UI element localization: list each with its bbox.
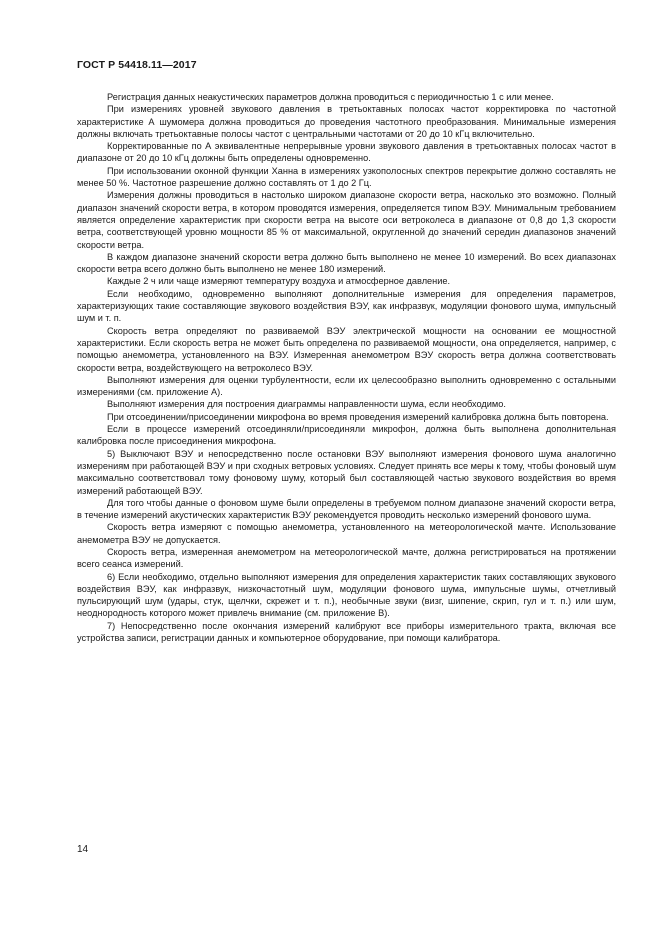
- paragraph: Скорость ветра определяют по развиваемой ВЭУ электрической мощности на основании ее мощностной характеристики. Если скорость ветра не может быть определена по развиваемой мощности, она определяется, например, с помощью анемометра, установленного на ВЭУ. Измеренная анемометром ВЭУ скорость ветра должна соответствовать скорости ветра, воздействующего на ветроколесо ВЭУ.: [77, 325, 616, 373]
- paragraph: В каждом диапазоне значений скорости ветра должно быть выполнено не менее 10 измерений. Во всех диапазонах скорости ветра всего должно быть выполнено не менее 180 измерений.: [77, 251, 616, 275]
- paragraph: При отсоединении/присоединении микрофона во время проведения измерений калибровка должна быть повторена.: [107, 411, 609, 422]
- paragraph: Регистрация данных неакустических параметров должна проводиться с периодичностью 1 с или менее.: [107, 92, 554, 102]
- page-number: 14: [77, 844, 89, 855]
- paragraph: Скорость ветра измеряют с помощью анемометра, установленного на метеорологической мачте. Использование анемометра ВЭУ не допускается.: [77, 522, 616, 545]
- paragraph: Для того чтобы данные о фоновом шуме были определены в требуемом полном диапазоне значений скорости ветра, в течение измерений акустических характеристик ВЭУ рекомендуется проводить несколько измерений фонового шума.: [77, 497, 616, 521]
- document-body: [77, 91, 616, 644]
- paragraph: Скорость ветра, измеренная анемометром на метеорологической мачте, должна регистрироваться на протяжении всего сеанса измерений.: [77, 546, 616, 570]
- paragraph: Если в процессе измерений отсоединяли/присоединяли микрофон, должна быть выполнена дополнительная калибровка после присоединения микрофона.: [77, 424, 616, 447]
- paragraph: Корректированные по А эквивалентные непрерывные уровни звукового давления в третьоктавных полосах частот в диапазоне от 20 до 10 кГц должны быть определены одновременно.: [77, 141, 616, 164]
- paragraph: Если необходимо, одновременно выполняют дополнительные измерения для определения параметров, характеризующих такие составляющие звукового воздействия ВЭУ, как инфразвук, модуляции фонового шума, импульсный шум и т. п.: [77, 288, 616, 324]
- paragraph: При использовании оконной функции Ханна в измерениях узкополосных спектров перекрытие должно составлять не менее 50 %. Частотное разрешение должно составлять от 1 до 2 Гц.: [77, 165, 616, 189]
- document-header: ГОСТ Р 54418.11—2017: [77, 59, 197, 71]
- paragraph: 7) Непосредственно после окончания измерений калибруют все приборы измерительного тракта, включая все устройства записи, регистрации данных и компьютерное оборудование, при помощи калибратора.: [77, 620, 616, 644]
- paragraph: Выполняют измерения для оценки турбулентности, если их целесообразно выполнить одновременно с остальными измерениями (см. приложение А).: [77, 374, 616, 398]
- paragraph: Выполняют измерения для построения диаграммы направленности шума, если необходимо.: [107, 399, 506, 410]
- paragraph: Каждые 2 ч или чаще измеряют температуру воздуха и атмосферное давление.: [107, 276, 451, 287]
- paragraph: 5) Выключают ВЭУ и непосредственно после остановки ВЭУ выполняют измерения фонового шума аналогично измерениям при работающей ВЭУ и при сходных ветровых условиях. Следует принять все меры к тому, чтобы фоновый шум максимально соответствовал тому фоновому шуму, который был составляющей частью звукового воздействия во время измерений работающей ВЭУ.: [77, 448, 616, 496]
- paragraph: При измерениях уровней звукового давления в третьоктавных полосах частот корректировка по частотной характеристике А шумомера должна проводиться до проведения частотного преобразования. Минимальные измерения должны включать третьоктавные полосы частот с центральными частотами от 20 до 10 кГц включительно.: [77, 104, 616, 139]
- paragraph: 6) Если необходимо, отдельно выполняют измерения для определения характеристик таких составляющих звукового воздействия ВЭУ, как инфразвук, низкочастотный шум, модуляции фонового шума, импульсные шумы, отчетливый пульсирующий шум (удары, стук, щелчки, скрежет и т. п.), необычные звуки (визг, шипение, скрип, гул и т. п.) или шум, неоднородность которого может привлечь внимание (см. приложение В).: [77, 571, 616, 619]
- paragraph: Измерения должны проводиться в настолько широком диапазоне скорости ветра, насколько это возможно. Полный диапазон значений скорости ветра, в котором проводятся измерения, определяется типом ВЭУ. Минимальным требованием является определение характеристик при скорости ветра на высоте оси ветроколеса в диапазоне от 0,8 до 1,3 скорости ветра, соответствующей уровню мощности 85 % от максимальной, округленной до значений середин диапазонов значений скорости ветра.: [77, 190, 616, 250]
